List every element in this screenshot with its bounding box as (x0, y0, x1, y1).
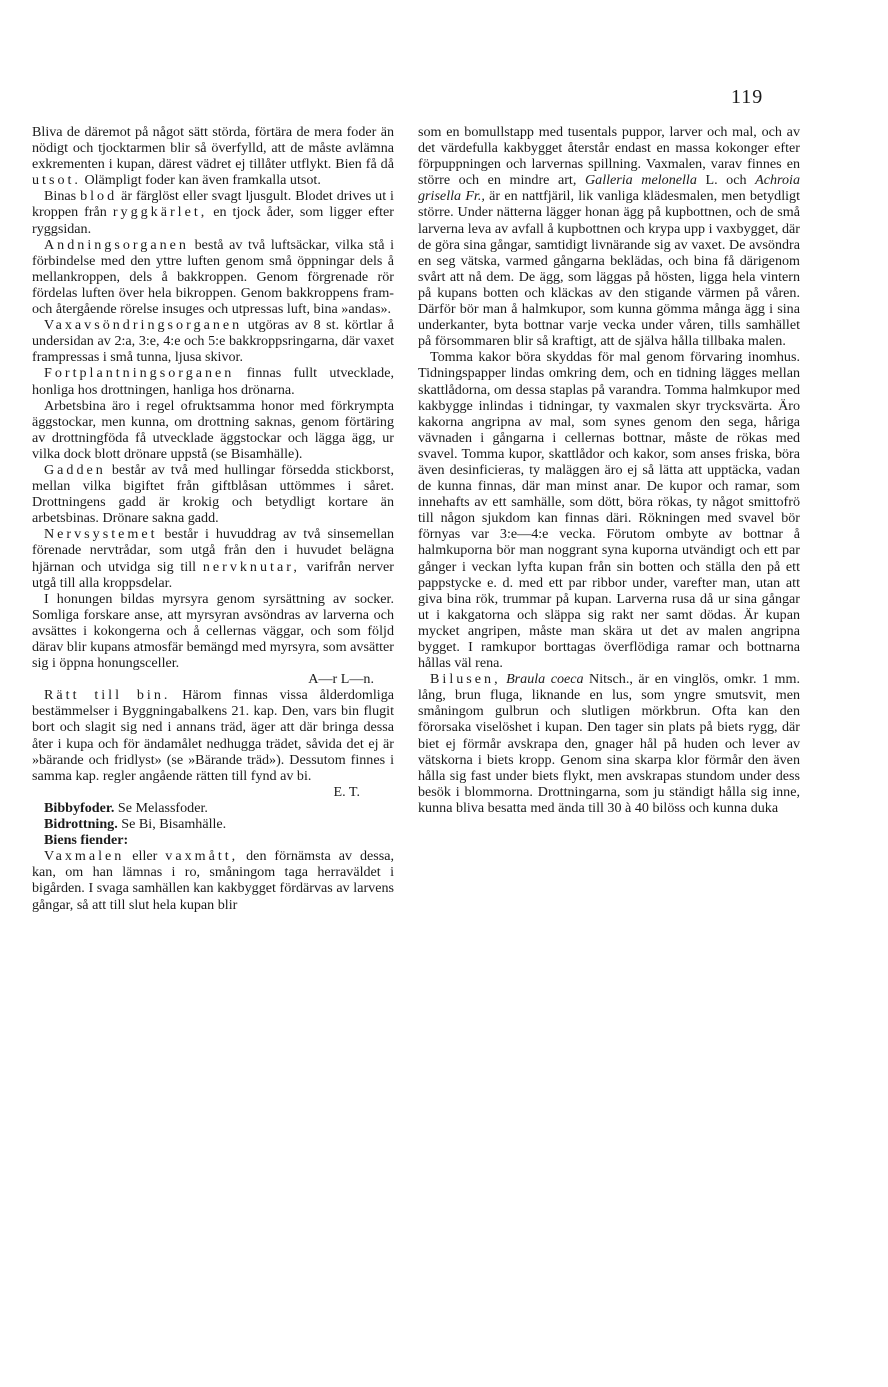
right-column (418, 124, 800, 816)
paragraph-andningsorganen: Andningsorganen bestå av två luftsäckar, vilka stå i förbindelse med den yttre luften genom små öppningar dels å mellankroppen, dels å bakkroppen. Genom förgrenade rör fördelas luften över hela bikroppen. Genom bakkroppens fram- och återgående rörelse insuges och utpressas luft, bina »andas». (32, 236, 394, 318)
entry-bidrottning: Bidrottning. Se Bi, Bisamhälle. (44, 816, 227, 833)
paragraph-vaxmalen-cont: som en bomullstapp med tusentals puppor, larver och mal, och av det värdefulla kakbygget återstår endast en massa kokonger efter förpuppningen och larvernas spillning. Vaxmalen, varav finnes en större och en mindre art, Galleria melonella L. och Achroia grisella Fr., är en nattfjäril, lik vanliga klädesmalen, men betydligt större. Under nätterna lägger honan ägg på kupbottnen, och de små larverna leva av avfall å kupbottnen och krypa upp i vaxbygget, där de göra sina gångar, samtidigt livnärande sig av vaxet. De avsöndra en seg vätska, varmed gångarna beklädas, och bina få därigenom svårt att nå dem. De ägg, som läggas på hösten, ligga hela vintern på kupans botten och kläckas av den stigande värmen på våren. Därför bör man å halmkupor, som kunna gömma många ägg i sina underkanter, byta bottnar varje vecka under våren, tills samhället på försommaren blir så kraftigt, att de själva hålla tillbaka malen. (418, 124, 801, 350)
paragraph-vaxmalen: Vaxmalen eller vaxmått, den förnämsta av dessa, kan, om han lämnas i ro, småningom taga herraväldet i bigården. I svaga samhällen kan kakbygget fördärvas av larvens gångar, så att till slut hela kupan blir (32, 848, 394, 913)
paragraph-utsot: Bliva de däremot på något sätt störda, förtära de mera foder än nödigt och tjocktarmen blir så överfylld, att de måste avlämna exkrementen i kupan, därest vädret ej tillåter utflykt. Bien få då utsot. Olämpligt foder kan även framkalla utsot. (32, 124, 394, 189)
paragraph-nervsystemet: Nervsystemet består i huvuddrag av två sinsemellan förenade nervtrådar, som utgå från den i huvudet belägna hjärnan och utvidga sig till nervknutar, varifrån nerver utgå till alla kroppsdelar. (32, 526, 394, 591)
signature-2: E. T. (333, 783, 360, 800)
paragraph-tomma-kakor: Tomma kakor böra skyddas för mal genom förvaring inomhus. Tidningspapper lindas omkring dem, och en tidning lägges mellan skattlådorna, om dessa staplas på varandra. Tomma halmkupor med kakbygge inlindas i tidningar, ty vaxmalen skyr trycksvärta. Äro kakorna angripna av mal, som synes genom den sega, håriga vävnaden i gångarna i cellernas bottnar, måste de rökas med svavel. Tomma kupor, skattlådor och kakor, som anses friska, böra även desinficieras, ty maläggen äro ej så lätta att upptäcka, vadan de kunna finnas, där man minst anar. De kupor och ramar, som innehafts av ett samhälle, som dött, böra rökas, ty något smittofrö till någon sjukdom kan finnas däri. Rökningen med svavel bör förnyas var 3:e—4:e vecka. Förutom ombyte av bottnar å halmkuporna bör man noggrant syna kuporna utvändigt och ett par gånger i veckan lyfta kupan från sin botten och ställa den på ett pappstycke e. d. med ett par ribbor under, varefter man, utan att giva bina rök, trummar på kupan. Larverna rusa då ur sina gångar ut i kakgatorna och släppa sig rakt ner samt dödas. Är kupan mycket angripen, måste man skära ut det av malen angripna bygget. I ramkupor borttagas överflödiga ramar och bottnarna hållas väl rena. (418, 349, 800, 672)
page-number: 119 (731, 86, 764, 108)
heading-biens-fiender: Biens fiender: (44, 832, 129, 849)
paragraph-arbetsbina: Arbetsbina äro i regel ofruktsamma honor med förkrympta äggstockar, men kunna, om drottning saknas, genom förtäring av drottningföda få utvecklade äggstockar och lägga ägg, ur vilka dock blott drönare uppstå (se Bisamhälle). (32, 397, 394, 462)
paragraph-honungen: I honungen bildas myrsyra genom syrsättning av socker. Somliga forskare anse, att myrsyran avsöndras av larverna och avsättes i kokongerna och å cellernas väggar, och som följd därav blir kupans atmosfär bemängd med myrsyra, som avsätter sig i öppna honungsceller. (32, 590, 394, 672)
paragraph-blod: Binas blod är färglöst eller svagt ljusgult. Blodet drives ut i kroppen från ryggkärlet, en tjock åder, som ligger efter ryggsidan. (32, 188, 395, 237)
paragraph-ratt-till-bin: Rätt till bin. Härom finnas vissa ålderdomliga bestämmelser i Byggningabalkens 21. kap. Den, vars bin flugit bort och slagit sig ned i annans träd, äger att där bringa dessa åter i kupa och för ändamålet nedhugga trädet, såvida det ej är »bärande och fridlyst» (se »Bärande träd»). Dessutom finnes i samma kap. regler angående rätten till fynd av bi. (32, 687, 395, 784)
paragraph-bilusen: Bilusen, Braula coeca Nitsch., är en vinglös, omkr. 1 mm. lång, brun fluga, liknande en lus, som yngre smutsvit, men småningom gulbrun och slutligen mörkbrun. Ofta kan den förorsaka viselöshet i kupan. Den tager sin plats på biets rygg, där biet ej förmår avskrapa den, gnager hål på huden och lever av vätskorna i biets kropp. Genom sina skarpa klor förmår den även hålla sig fast under biets flykt, men avskrapas stundom under dess besök i blommorna. Drottningarna, som ju ständigt hålla sig inne, kunna bliva besatta med ända till 30 à 40 bilöss och kunna duka (418, 671, 800, 816)
left-column (32, 124, 394, 913)
paragraph-vaxavsondring: Vaxavsöndringsorganen utgöras av 8 st. körtlar å undersidan av 2:a, 3:e, 4:e och 5:e bakkroppsringarna, där vaxet frampressas i små tunna, ljusa skivor. (32, 317, 394, 366)
signature-1: A—r L—n. (308, 671, 374, 688)
paragraph-gadden: Gadden består av två med hullingar försedda stickborst, mellan vilka bigiftet från giftblåsan uttömmes i såret. Drottningens gadd är krokig och betydligt kortare än arbetsbinas. Drönare sakna gadd. (32, 461, 394, 527)
entry-bibbyfoder: Bibbyfoder. Se Melassfoder. (44, 799, 208, 816)
paragraph-fortplantning: Fortplantningsorganen finnas fullt utvecklade, honliga hos drottningen, hanliga hos drönarna. (32, 365, 394, 398)
